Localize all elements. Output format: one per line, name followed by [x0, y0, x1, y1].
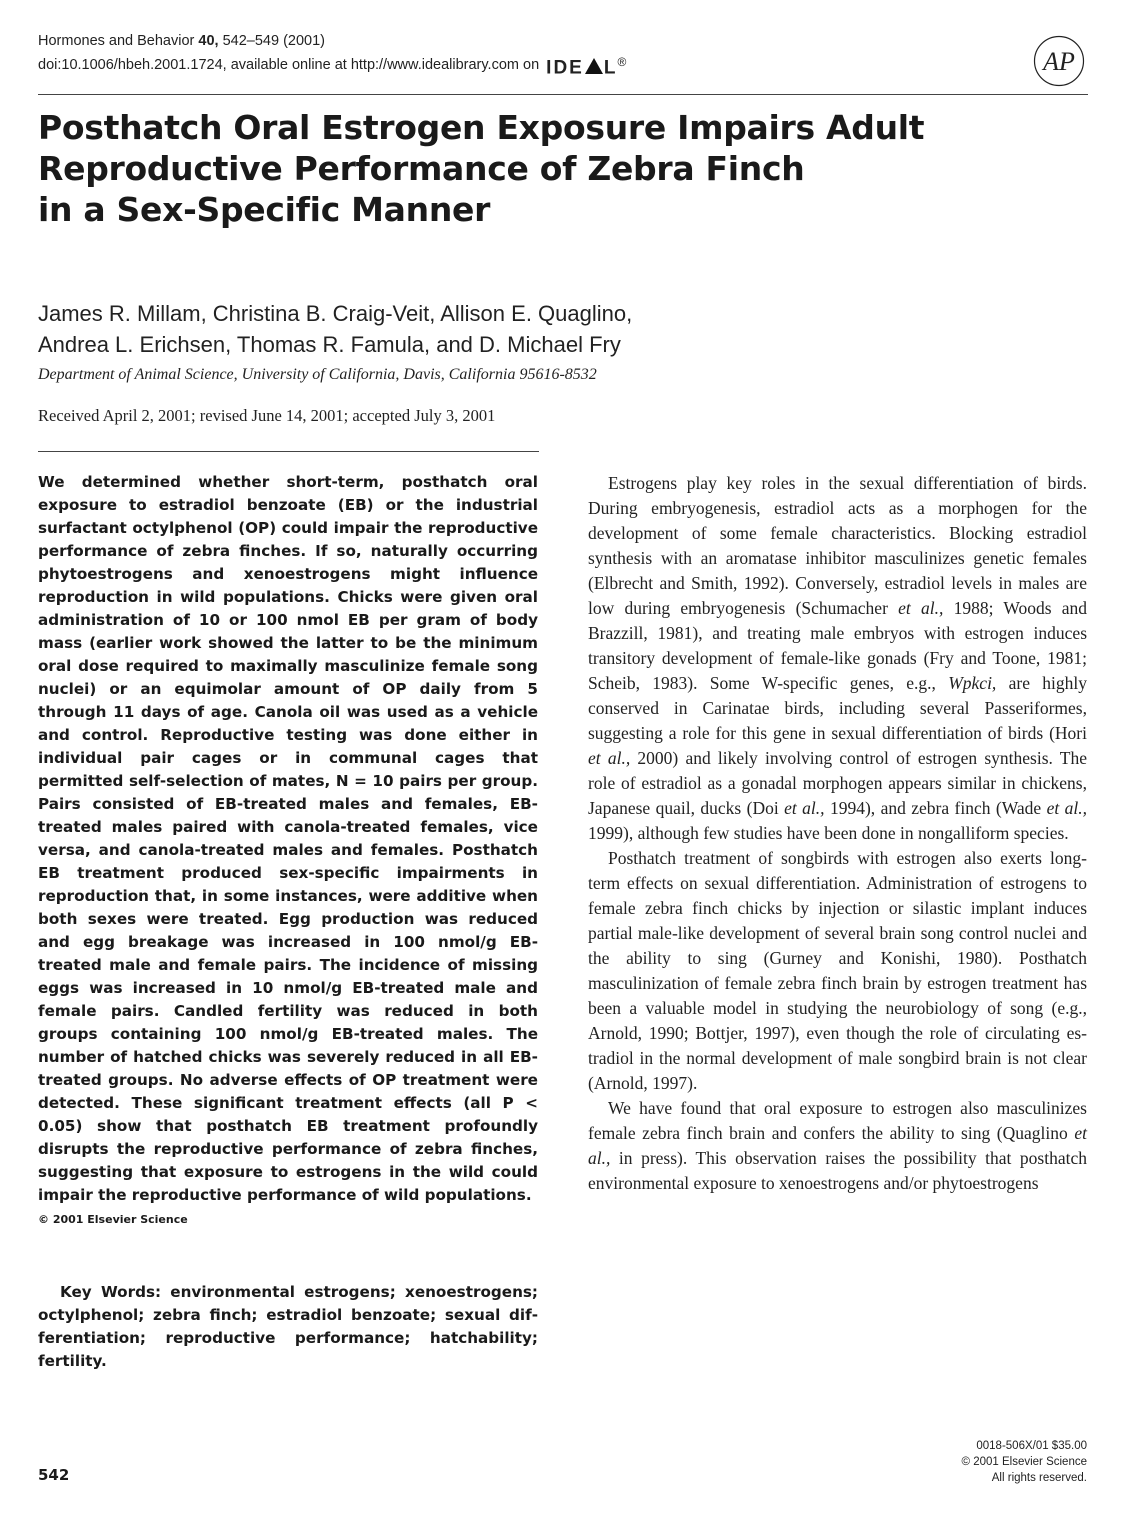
header-divider	[38, 94, 1088, 95]
journal-pages: 542–549 (2001)	[222, 33, 326, 49]
doi-line	[38, 52, 626, 78]
page-number: 542	[38, 1466, 70, 1484]
journal-name: Hormones and Behavior	[38, 33, 195, 49]
affiliation: Department of Animal Science, University of California, Davis, California 95616-8532	[38, 366, 597, 383]
journal-citation	[38, 31, 626, 52]
academic-press-logo-icon	[1033, 35, 1085, 87]
paragraph: Estrogens play key roles in the sexual differentiation of birds. During embryogenesis, estradiol acts as a morphogen for the development of some female characteristics. Blocking estradiol synthesis with an aromatase inhibitor masculinizes genetic females (Elbrecht and Smith, 1992). Conversely, estradiol levels in males are low during embryogenesis (Schumacher et al., 1988; Woods and Brazzill, 1981), and treating male embryos with estrogen induces transitory development of female-like gonads (Fry and Toone, 1981; Scheib, 1983). Some W-specific genes, e.g., Wpkci, are highly conserved in Carinatae birds, including several Passeriformes, suggesting a role for this gene in sexual differentiation of birds (Hori et al., 2000) and likely involving control of estrogen synthesis. The role of estradiol as a gonadal morphogen appears similar in chickens, Japanese quail, ducks (Doi et al., 1994), and zebra finch (Wade et al., 1999), although few studies have been done in nongalliform species.	[588, 473, 1087, 843]
journal-header	[38, 31, 626, 78]
body-text	[588, 471, 1087, 1196]
ideal-triangle-icon	[585, 58, 603, 74]
title-line: Reproductive Performance of Zebra Finch	[38, 149, 805, 188]
abstract-copyright: © 2001 Elsevier Science	[38, 1213, 188, 1226]
keywords: Key Words: environmental estrogens; xenoestrogens; octylphenol; zebra finch; estradiol benzoate; sexual differentiation; reproductive performance; hatchability; fertility.	[38, 1283, 538, 1370]
publisher-logo-text: AP	[1043, 47, 1075, 76]
title-line: in a Sex-Specific Manner	[38, 190, 491, 229]
paragraph: We have found that oral exposure to estrogen also masculinizes female zebra finch brain and confers the ability to sing (Quaglino et al., in press). This observation raises the possibility that posthatch environmental exposure to xenoestrogens and/or phytoestrogens	[588, 1098, 1087, 1193]
received-dates: Received April 2, 2001; revised June 14, 2001; accepted July 3, 2001	[38, 406, 496, 425]
gene-name: Wpkci,	[948, 673, 997, 693]
doi-text[interactable]: doi:10.1006/hbeh.2001.1724, available online at http://www.idealibrary.com on	[38, 57, 540, 73]
title-line: Posthatch Oral Estrogen Exposure Impairs Adult	[38, 108, 925, 147]
paragraph: Posthatch treatment of songbirds with estrogen also exerts long-term effects on sexual differentiation. Administration of estrogens to female zebra finch chicks by injection or silastic implant induces partial male-like development of several brain song control nuclei and the ability to sing (Gurney and Konishi, 1980). Posthatch masculinization of female zebra finch brain by estrogen treatment has been a valuable model in studying the neurobiology of song (e.g., Arnold, 1990; Bottjer, 1997), even though the role of circulating estradiol in the normal development of male songbird brain is not clear (Arnold, 1997).	[588, 848, 1087, 1093]
article-title	[38, 107, 1038, 230]
abstract-text: We determined whether short-term, posthatch oral exposure to estradiol benzoate (EB) or the industrial surfactant octylphenol (OP) could impair the reproductive performance of zebra finches. If so, naturally occurring phytoestrogens and xenoestrogens might influence reproduction in wild populations. Chicks were given oral administration of 10 or 100 nmol EB per gram of body mass (earlier work showed the latter to be the minimum oral dose required to maximally masculinize female song nuclei) or an equimolar amount of OP daily from 5 through 11 days of age. Canola oil was used as a vehicle and control. Reproductive testing was done either in individual pair cages or in communal cages that permitted self-selection of mates, N = 10 pairs per group. Pairs consisted of EB-treated males and females, EB-treated males paired with canola-treated females, vice versa, and canola-treated males and females. Posthatch EB treatment produced sex-specific impairments in reproduction that, in some instances, were additive when both sexes were treated. Egg production was reduced and egg breakage was increased in 100 nmol/g EB-treated male and female pairs. The incidence of missing eggs was increased in 10 nmol/g EB-treated male and female pairs. Candled fertility was reduced in both groups containing 100 nmol/g EB-treated males. The number of hatched chicks was severely reduced in all EB-treated groups. No adverse effects of OP treatment were detected. These significant treatment effects (all P < 0.05) show that posthatch EB treatment profoundly disrupts the reproductive performance of zebra finches, suggesting that exposure to estrogens in the wild could impair the reproductive performance of wild populations.	[38, 473, 538, 1204]
author-list: James R. Millam, Christina B. Craig-Veit, Allison E. Quaglino, Andrea L. Erichsen, Thomas R. Famula, and D. Michael Fry	[38, 301, 633, 357]
abstract	[38, 471, 538, 1231]
journal-volume: 40,	[198, 33, 219, 49]
abstract-divider	[38, 451, 539, 452]
ideal-logo: IDE L®	[546, 55, 627, 79]
footer-copyright: 0018-506X/01 $35.00 © 2001 Elsevier Science All rights reserved.	[961, 1440, 1087, 1484]
